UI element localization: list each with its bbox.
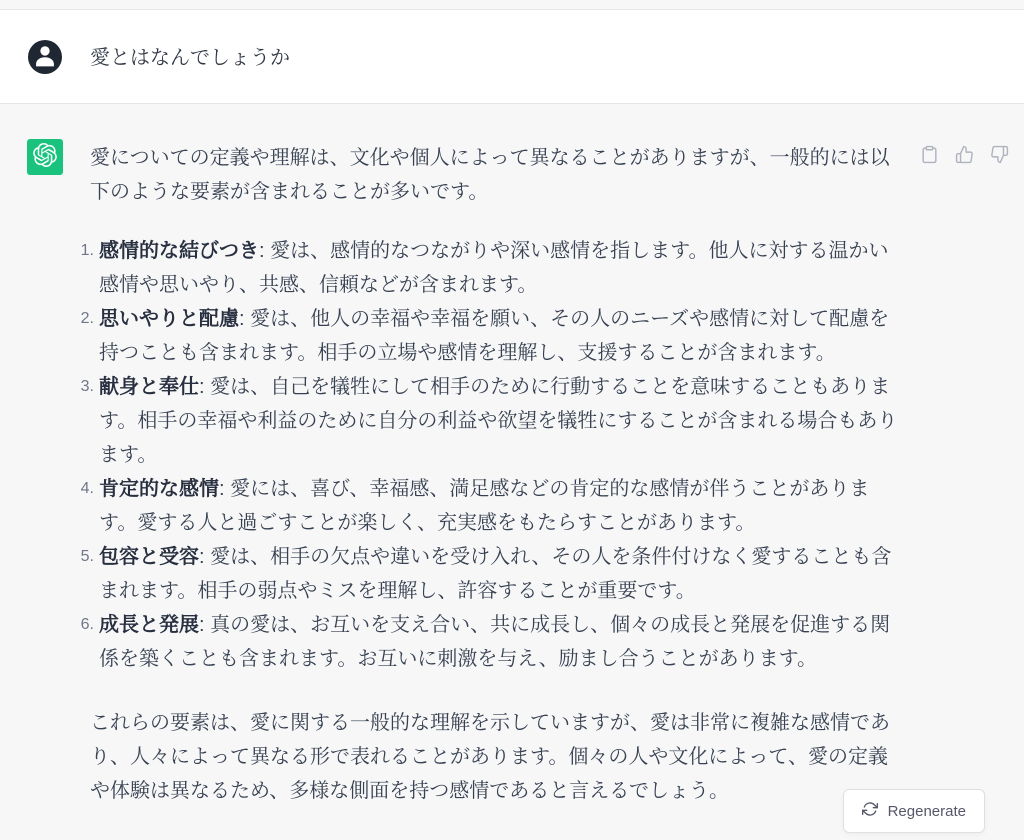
list-item-text: 愛は、感情的なつながりや深い感情を指します。他人に対する温かい感情や思いやり、共感、信頼などが含まれます。 — [99, 240, 889, 296]
list-item-separator: : — [199, 546, 211, 568]
regenerate-button[interactable] — [843, 789, 985, 833]
refresh-icon — [862, 801, 878, 821]
list-item — [80, 540, 905, 608]
list-item-number: 2. — [80, 310, 94, 327]
thumbs-down-icon — [990, 145, 1009, 164]
list-item-term: 肯定的な感情 — [99, 478, 219, 500]
list-item — [80, 302, 905, 370]
thumbs-up-icon — [955, 145, 974, 164]
list-item-term: 献身と奉仕 — [99, 376, 199, 398]
list-item-term: 成長と発展 — [99, 614, 199, 636]
list-item — [80, 234, 905, 302]
assistant-message-content — [80, 139, 905, 808]
list-item-number: 3. — [80, 378, 94, 395]
regenerate-label: Regenerate — [887, 802, 966, 820]
list-item-separator: : — [259, 240, 271, 262]
user-avatar — [28, 40, 62, 74]
list-item-separator: : — [199, 376, 211, 398]
list-item-text: 愛は、相手の欠点や違いを受け入れ、その人を条件付けなく愛することも含まれます。相手の弱点やミスを理解し、許容することが重要です。 — [99, 546, 892, 602]
list-item — [80, 608, 905, 676]
message-action-bar — [920, 145, 1009, 164]
list-item-text: 真の愛は、お互いを支え合い、共に成長し、個々の成長と発展を促進する関係を築くことも含まれます。お互いに刺激を与え、励まし合うことがあります。 — [99, 614, 891, 670]
person-icon — [28, 38, 62, 77]
assistant-outro-paragraph: これらの要素は、愛に関する一般的な理解を示していますが、愛は非常に複雑な感情であり、人々によって異なる形で表れることがあります。個々の人や文化によって、愛の定義や体験は異なるため、多様な側面を持つ感情であると言えるでしょう。 — [90, 712, 890, 802]
list-item-separator: : — [199, 614, 211, 636]
list-item-number: 5. — [80, 548, 94, 565]
clipboard-icon — [920, 145, 939, 164]
list-item-term: 感情的な結びつき — [99, 240, 259, 262]
list-item-text: 愛は、自己を犠牲にして相手のために行動することを意味することもあります。相手の幸福や利益のために自分の利益や欲望を犠牲にすることが含まれる場合もあります。 — [99, 376, 898, 466]
user-message-text: 愛とはなんでしょうか — [90, 47, 290, 69]
list-item-separator: : — [219, 478, 231, 500]
list-item-term: 包容と受容 — [99, 546, 199, 568]
openai-logo-icon — [33, 143, 57, 172]
list-item-text: 愛には、喜び、幸福感、満足感などの肯定的な感情が伴うことがあります。愛する人と過ごすことが楽しく、充実感をもたらすことがあります。 — [99, 478, 870, 534]
list-item-term: 思いやりと配慮 — [99, 308, 239, 330]
previous-row-edge — [0, 0, 1024, 10]
copy-button[interactable] — [920, 145, 939, 164]
assistant-avatar — [27, 139, 63, 175]
list-item-text: 愛は、他人の幸福や幸福を願い、その人のニーズや感情に対して配慮を持つことも含まれます。相手の立場や感情を理解し、支援することが含まれます。 — [99, 308, 890, 364]
user-message-row — [0, 10, 1024, 103]
list-item-number: 4. — [80, 480, 94, 497]
list-item-number: 1. — [80, 242, 94, 259]
assistant-intro-paragraph: 愛についての定義や理解は、文化や個人によって異なることがありますが、一般的には以下のような要素が含まれることが多いです。 — [90, 147, 890, 203]
love-elements-list — [80, 234, 905, 676]
list-item-number: 6. — [80, 616, 94, 633]
list-item-separator: : — [239, 308, 251, 330]
list-item — [80, 370, 905, 472]
thumbs-down-button[interactable] — [990, 145, 1009, 164]
thumbs-up-button[interactable] — [955, 145, 974, 164]
assistant-message-row — [0, 103, 1024, 840]
list-item — [80, 472, 905, 540]
